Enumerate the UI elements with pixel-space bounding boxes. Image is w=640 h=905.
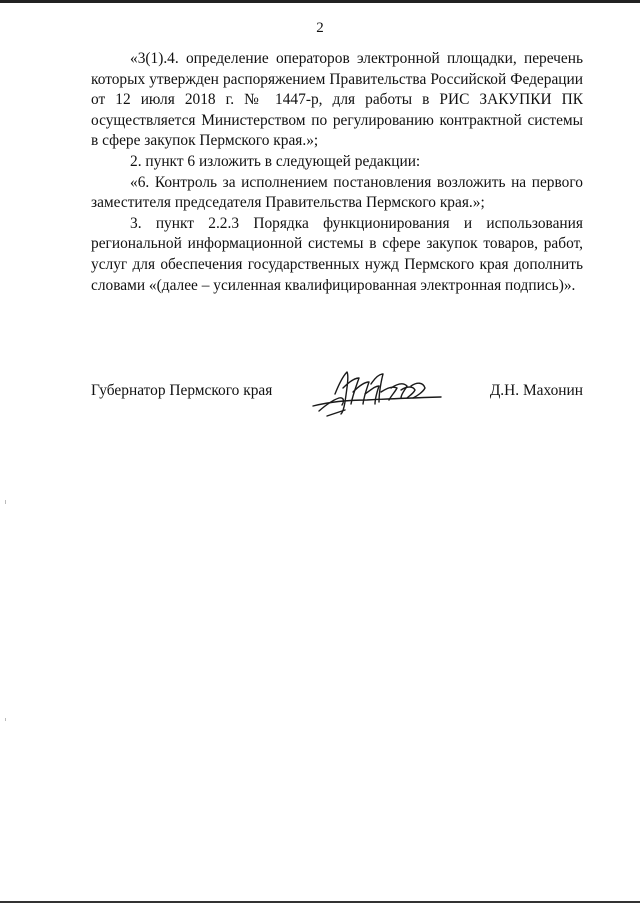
scan-top-edge xyxy=(0,0,640,3)
scan-bottom-edge xyxy=(0,901,640,903)
paragraph-item-3: 3. пункт 2.2.3 Порядка функционирования и использования региональной информационной системы в сфере закупок товаров, работ, услуг для обеспечения государственных нужд Пермского края дополнить словами «(далее – усиленная квалифицированная электронная подпись)». xyxy=(91,214,583,294)
scan-speck xyxy=(5,718,6,721)
paragraph-control: «6. Контроль за исполнением постановления возложить на первого заместителя председателя Правительства Пермского края.»; xyxy=(91,173,583,212)
page-number: 2 xyxy=(316,20,324,36)
paragraph-item-2: 2. пункт 6 изложить в следующей редакции: xyxy=(130,152,421,170)
document-body xyxy=(91,49,583,296)
signatory-name: Д.Н. Махонин xyxy=(489,382,583,399)
handwritten-signature xyxy=(309,364,445,422)
paragraph-operators: «3(1).4. определение операторов электронной площадки, перечень которых утвержден распоряжением Правительства Российской Федерации от 12 июля 2018 г. № 1447-р, для работы в РИС ЗАКУПКИ ПК осуществляется Министерством по регулированию контрактной системы в сфере закупок Пермского края.»; xyxy=(91,50,583,150)
signature-block xyxy=(91,378,583,428)
signatory-position: Губернатор Пермского края xyxy=(91,382,273,399)
scan-speck xyxy=(5,500,6,504)
